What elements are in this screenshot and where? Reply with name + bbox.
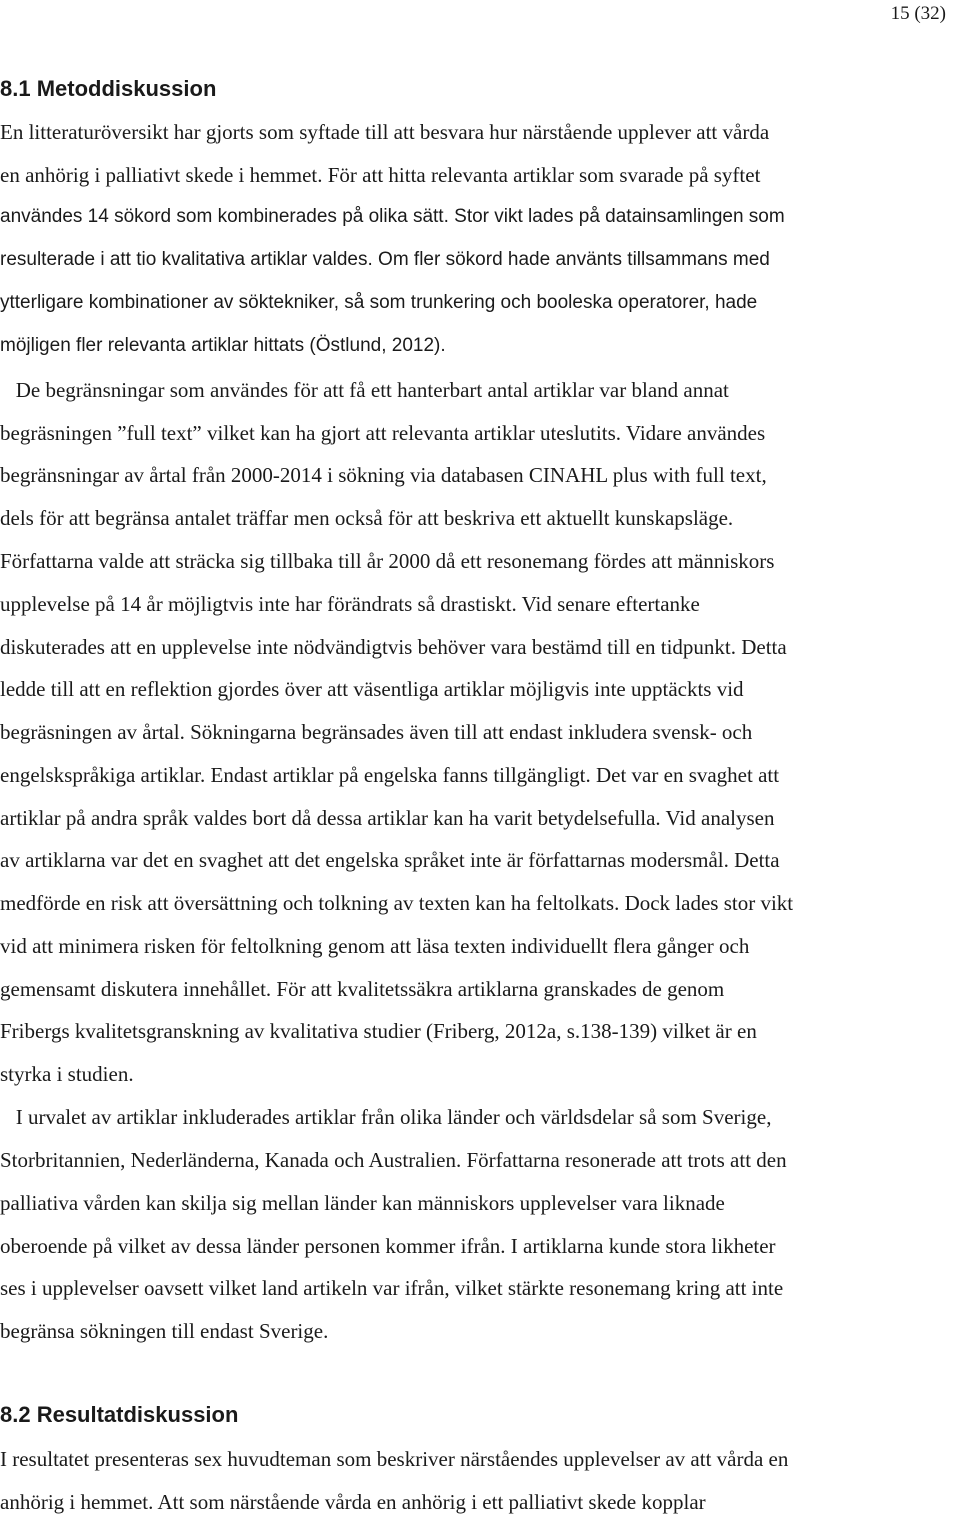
section-heading-resultatdiskussion: 8.2 Resultatdiskussion	[0, 1402, 239, 1427]
text-line: Storbritannien, Nederländerna, Kanada och Australien. Författarna resonerade att trots att den	[0, 1148, 787, 1172]
text-line: möjligen fler relevanta artiklar hittats (Östlund, 2012).	[0, 335, 446, 356]
text-line: medförde en risk att översättning och tolkning av texten kan ha feltolkats. Dock lades stor vikt	[0, 891, 794, 915]
text-line: begränsningar av årtal från 2000-2014 i sökning via databasen CINAHL plus with full text,	[0, 463, 767, 487]
text-line: De begränsningar som användes för att få ett hanterbart antal artiklar var bland annat	[0, 378, 729, 402]
text-line: dels för att begränsa antalet träffar men också för att beskriva ett aktuellt kunskapsläge.	[0, 506, 734, 530]
text-line: palliativa vården kan skilja sig mellan länder kan människors upplevelser vara liknade	[0, 1191, 725, 1215]
text-line: Fribergs kvalitetsgranskning av kvalitativa studier (Friberg, 2012a, s.138-139) vilket är en	[0, 1019, 757, 1043]
text-line: ledde till att en reflektion gjordes över att väsentliga artiklar möjligvis inte upptäckts vid	[0, 677, 744, 701]
text-line: begräsningen ”full text” vilket kan ha gjort att relevanta artiklar uteslutits. Vidare användes	[0, 421, 766, 445]
text-line: begränsa sökningen till endast Sverige.	[0, 1319, 329, 1343]
text-line: anhörig i hemmet. Att som närstående vårda en anhörig i ett palliativt skede kopplar	[0, 1490, 706, 1514]
text-line: ytterligare kombinationer av söktekniker, så som trunkering och booleska operatorer, hade	[0, 292, 758, 313]
text-line: Författarna valde att sträcka sig tillbaka till år 2000 då ett resonemang fördes att människors	[0, 549, 775, 573]
section-heading-metoddiskussion: 8.1 Metoddiskussion	[0, 76, 217, 101]
text-line: oberoende på vilket av dessa länder personen kommer ifrån. I artiklarna kunde stora likheter	[0, 1234, 776, 1258]
text-line: en anhörig i palliativt skede i hemmet. För att hitta relevanta artiklar som svarade på syftet	[0, 163, 761, 187]
text-line: I urvalet av artiklar inkluderades artiklar från olika länder och världsdelar så som Sverige,	[0, 1105, 772, 1129]
text-line: gemensamt diskutera innehållet. För att kvalitetssäkra artiklarna granskades de genom	[0, 977, 725, 1001]
text-line: I resultatet presenteras sex huvudteman som beskriver närståendes upplevelser av att vårda en	[0, 1447, 789, 1471]
text-line: diskuterades att en upplevelse inte nödvändigtvis behöver vara bestämd till en tidpunkt. Detta	[0, 635, 787, 659]
text-line: ses i upplevelser oavsett vilket land artikeln var ifrån, vilket stärkte resonemang kring att inte	[0, 1276, 784, 1300]
page-number: 15 (32)	[890, 3, 946, 24]
text-line: artiklar på andra språk valdes bort då dessa artiklar kan ha varit betydelsefulla. Vid analysen	[0, 806, 775, 830]
text-line: vid att minimera risken för feltolkning genom att läsa texten individuellt flera gånger och	[0, 934, 750, 958]
text-line: engelskspråkiga artiklar. Endast artiklar på engelska fanns tillgängligt. Det var en svaghet att	[0, 763, 780, 787]
text-line: resulterade i att tio kvalitativa artiklar valdes. Om fler sökord hade använts tillsammans med	[0, 249, 770, 270]
text-line: upplevelse på 14 år möjligtvis inte har förändrats så drastiskt. Vid senare eftertanke	[0, 592, 700, 616]
text-line: begräsningen av årtal. Sökningarna begränsades även till att endast inkludera svensk- och	[0, 720, 753, 744]
text-line: styrka i studien.	[0, 1062, 134, 1086]
text-line: En litteraturöversikt har gjorts som syftade till att besvara hur närstående upplever att vårda	[0, 120, 770, 144]
text-line: av artiklarna var det en svaghet att det engelska språket inte är författarnas modersmål. Detta	[0, 848, 780, 872]
text-line: användes 14 sökord som kombinerades på olika sätt. Stor vikt lades på datainsamlingen som	[0, 206, 785, 227]
